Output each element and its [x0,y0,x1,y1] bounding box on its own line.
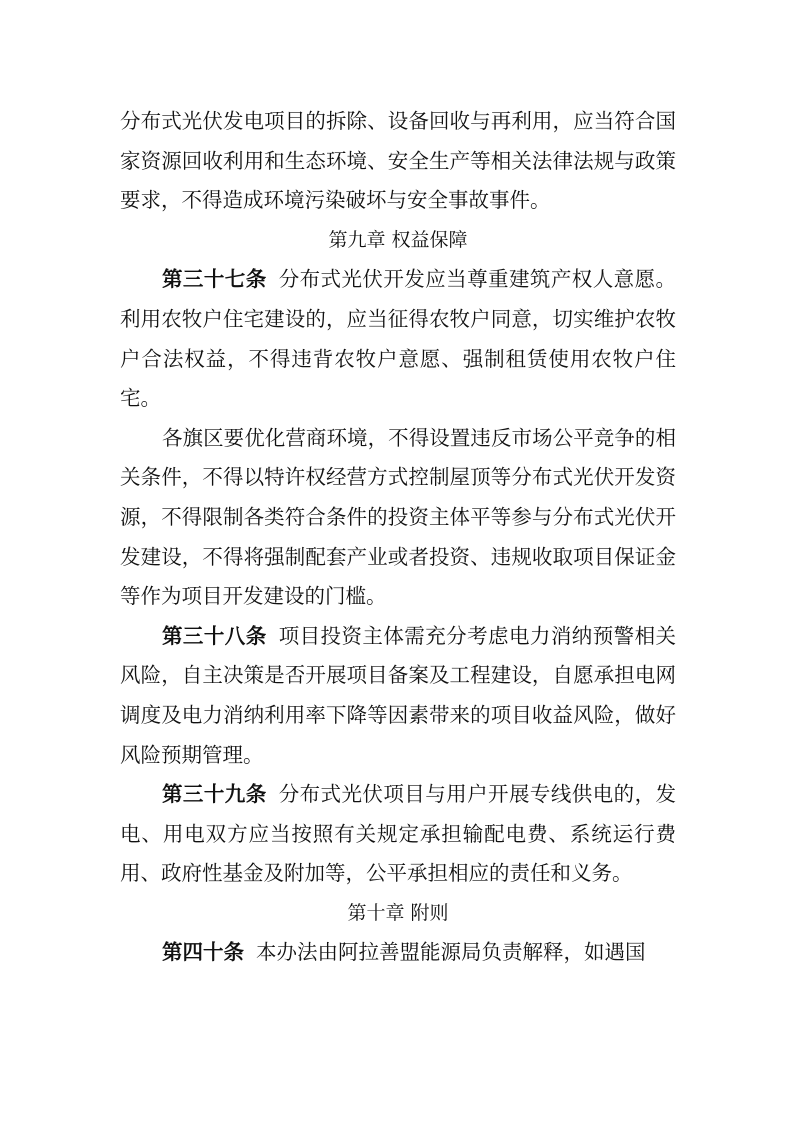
chapter-nine-heading: 第九章 权益保障 [328,228,468,251]
document-body [120,102,676,973]
chapter-ten-heading: 第十章 附则 [347,901,449,924]
article-38-text: 项目投资主体需充分考虑电力消纳预警相关风险，自主决策是否开展项目备案及工程建设，自愿承担电网调度及电力消纳利用率下降等因素带来的项目收益风险，做好风险预期管理。 [120,623,677,767]
article-39-label: 第三十九条 [162,782,267,807]
article-37-paragraph [120,260,676,418]
article-38-paragraph [120,617,676,775]
article-37-label: 第三十七条 [162,267,267,292]
article-40-paragraph [120,933,676,973]
article-39-text: 分布式光伏项目与用户开展专线供电的，发电、用电双方应当按照有关规定承担输配电费、系统运行费用、政府性基金及附加等，公平承担相应的责任和义务。 [120,782,677,886]
article-37-text: 分布式光伏开发应当尊重建筑产权人意愿。利用农牧户住宅建设的，应当征得农牧户同意，切实维护农牧户合法权益，不得违背农牧户意愿、强制租赁使用农牧户住宅。 [120,267,677,411]
intro-paragraph: 分布式光伏发电项目的拆除、设备回收与再利用，应当符合国家资源回收利用和生态环境、安全生产等相关法律法规与政策要求，不得造成环境污染破坏与安全事故事件。 [120,109,676,213]
article-40-label: 第四十条 [162,940,244,965]
article-37-paragraph-2: 各旗区要优化营商环境，不得设置违反市场公平竞争的相关条件，不得以特许权经营方式控制屋顶等分布式光伏开发资源，不得限制各类符合条件的投资主体平等参与分布式光伏开发建设，不得将强制配套产业或者投资、违规收取项目保证金等作为项目开发建设的门槛。 [120,425,676,609]
article-40-text: 本办法由阿拉善盟能源局负责解释，如遇国 [256,940,646,965]
article-39-paragraph [120,775,676,894]
article-38-label: 第三十八条 [162,623,267,648]
